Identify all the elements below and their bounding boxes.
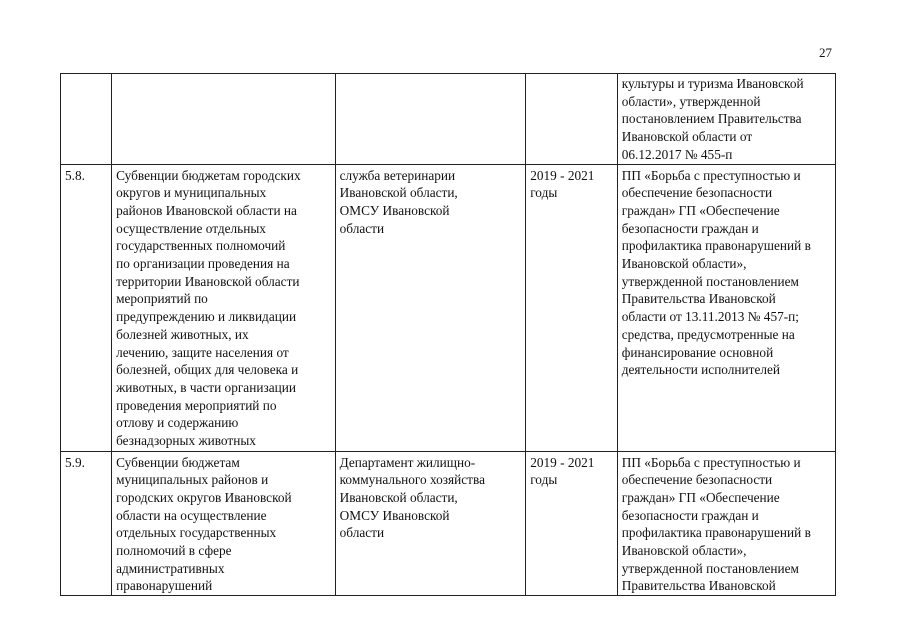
subsidy-line: по организации проведения на xyxy=(116,256,290,272)
agency-cell xyxy=(335,451,526,596)
subsidy-line: полномочий в сфере xyxy=(116,543,232,559)
num-cell xyxy=(61,74,112,165)
row-number: 5.8. xyxy=(65,167,85,183)
num-cell xyxy=(61,451,112,596)
period-cell xyxy=(526,451,618,596)
agency-line: ОМСУ Ивановской xyxy=(339,202,450,218)
basis-line: обеспечение безопасности xyxy=(621,472,773,488)
subsidy-line: болезней животных, их xyxy=(116,326,249,342)
basis-line: граждан» ГП «Обеспечение xyxy=(621,489,780,505)
subsidy-line: районов Ивановской области на xyxy=(116,202,297,218)
subsidy-line: Субвенции бюджетам xyxy=(116,454,240,470)
subsidy-line: предупреждению и ликвидации xyxy=(116,309,297,325)
subsidy-line: безнадзорных животных xyxy=(116,433,256,449)
agency-line: области xyxy=(339,525,385,541)
agency-line: Департамент жилищно- xyxy=(339,454,476,470)
agency-line: коммунального хозяйства xyxy=(339,472,485,488)
subsidy-line: отдельных государственных xyxy=(116,525,277,541)
agency-cell xyxy=(335,74,526,165)
subsidy-line: животных, в части организации xyxy=(116,379,296,395)
basis-line: Ивановской области», xyxy=(621,256,747,272)
basis-line: профилактика правонарушений в xyxy=(621,525,811,541)
basis-line: безопасности граждан и xyxy=(621,507,759,523)
num-cell xyxy=(61,164,112,451)
subsidy-line: муниципальных районов и xyxy=(116,472,269,488)
basis-line: Правительства Ивановской xyxy=(621,578,776,594)
basis-line: безопасности граждан и xyxy=(621,220,759,236)
subsidy-line: отлову и содержанию xyxy=(116,415,239,431)
basis-line: профилактика правонарушений в xyxy=(621,238,811,254)
period-line: годы xyxy=(530,185,558,201)
row-number: 5.9. xyxy=(65,454,85,470)
basis-line: граждан» ГП «Обеспечение xyxy=(621,202,780,218)
basis-line: Ивановской области», xyxy=(621,543,747,559)
subsidy-line: городских округов Ивановской xyxy=(116,489,292,505)
period-line: 2019 - 2021 xyxy=(530,454,595,470)
basis-line: утвержденной постановлением xyxy=(621,273,799,289)
subsidy-line: области на осуществление xyxy=(116,507,267,523)
agency-line: ОМСУ Ивановской xyxy=(339,507,450,523)
basis-line: ПП «Борьба с преступностью и xyxy=(621,167,801,183)
period-line: 2019 - 2021 xyxy=(530,167,595,183)
basis-line: утвержденной постановлением xyxy=(621,560,799,576)
subsidy-line: правонарушений xyxy=(116,578,213,594)
subsidy-line: лечению, защите населения от xyxy=(116,344,289,360)
table-row-5-8 xyxy=(61,164,836,451)
subsidy-line: болезней, общих для человека и xyxy=(116,362,299,378)
program-table xyxy=(60,73,836,596)
subsidy-line: проведения мероприятий по xyxy=(116,397,277,413)
period-cell xyxy=(526,74,618,165)
subsidy-line: округов и муниципальных xyxy=(116,185,267,201)
basis-cell xyxy=(617,74,835,165)
basis-line: области», утвержденной xyxy=(621,93,761,109)
basis-line: обеспечение безопасности xyxy=(621,185,773,201)
subsidy-line: мероприятий по xyxy=(116,291,208,307)
period-line: годы xyxy=(530,472,558,488)
basis-line: средства, предусмотренные на xyxy=(621,326,795,342)
table-row-5-9 xyxy=(61,451,836,596)
basis-line: постановлением Правительства xyxy=(621,111,802,127)
basis-cell xyxy=(617,164,835,451)
agency-line: служба ветеринарии xyxy=(339,167,456,183)
subsidy-cell xyxy=(112,74,336,165)
subsidy-line: территории Ивановской области xyxy=(116,273,300,289)
agency-line: Ивановской области, xyxy=(339,489,458,505)
agency-line: Ивановской области, xyxy=(339,185,458,201)
basis-line: финансирование основной xyxy=(621,344,774,360)
basis-line: Правительства Ивановской xyxy=(621,291,776,307)
subsidy-cell xyxy=(112,164,336,451)
subsidy-line: Субвенции бюджетам городских xyxy=(116,167,301,183)
table-row-continuation xyxy=(61,74,836,165)
basis-line: ПП «Борьба с преступностью и xyxy=(621,454,801,470)
subsidy-line: административных xyxy=(116,560,225,576)
subsidy-line: государственных полномочий xyxy=(116,238,286,254)
basis-line: области от 13.11.2013 № 457-п; xyxy=(621,309,799,325)
subsidy-cell xyxy=(112,451,336,596)
subsidy-line: осуществление отдельных xyxy=(116,220,266,236)
basis-line: культуры и туризма Ивановской xyxy=(621,76,804,91)
agency-line: области xyxy=(339,220,385,236)
agency-cell xyxy=(335,164,526,451)
page-number: 27 xyxy=(819,45,832,60)
basis-line: Ивановской области от xyxy=(621,129,753,145)
basis-line: 06.12.2017 № 455-п xyxy=(621,146,733,162)
basis-line: деятельности исполнителей xyxy=(621,362,781,378)
basis-cell xyxy=(617,451,835,596)
period-cell xyxy=(526,164,618,451)
